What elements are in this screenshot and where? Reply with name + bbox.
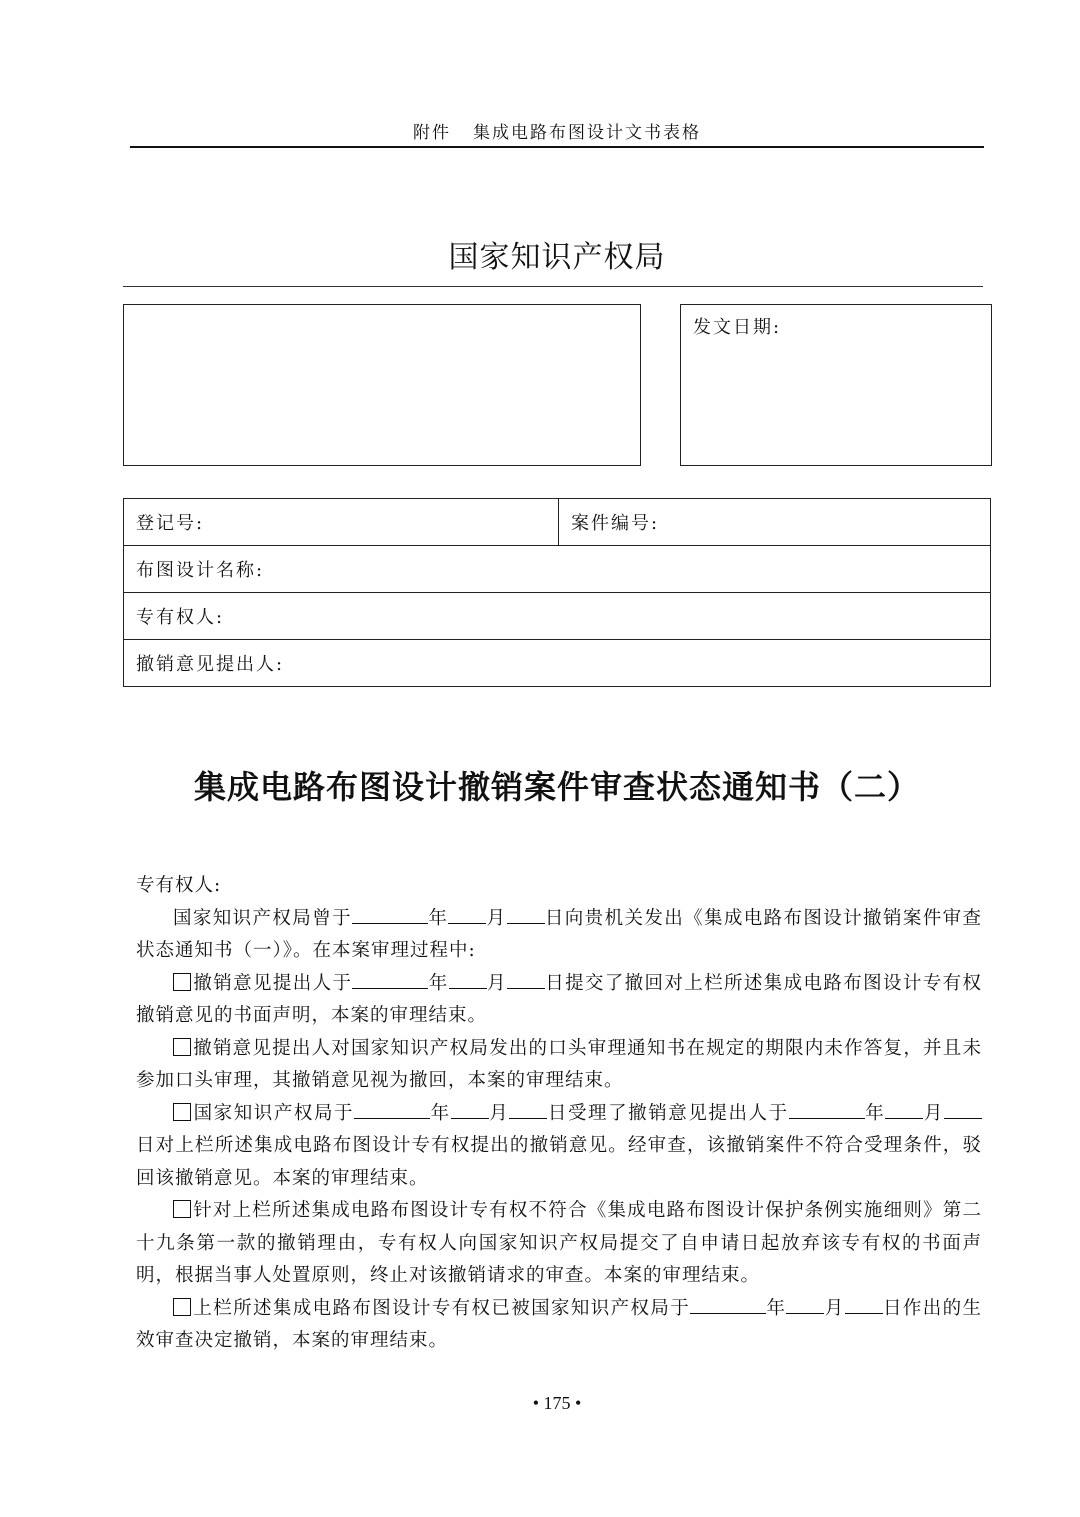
blank-field[interactable] [786, 1293, 824, 1313]
salutation: 专有权人: [136, 875, 222, 896]
blank-field[interactable] [352, 903, 428, 923]
header-rule [130, 146, 984, 148]
blank-field[interactable] [690, 1293, 766, 1313]
blank-field[interactable] [507, 968, 545, 988]
document-title: 集成电路布图设计撤销案件审查状态通知书（二） [193, 768, 920, 806]
header-prefix: 附件 [413, 123, 451, 143]
issue-date-box [680, 304, 992, 466]
blank-field[interactable] [352, 968, 428, 988]
blank-field[interactable] [944, 1098, 982, 1118]
address-box [123, 304, 641, 466]
option-withdrawal: 撤销意见提出人于 年 月 日提交了撤回对上栏所述集成电路布图设计专有权撤销意见的书面声明，本案的审理结束。 [136, 968, 982, 1033]
option-waiver: 针对上栏所述集成电路布图设计专有权不符合《集成电路布图设计保护条例实施细则》第二十九条第一款的撤销理由，专有权人向国家知识产权局提交了自申请日起放弃该专有权的书面声明，根据当事人处置原则，终止对该撤销请求的审查。本案的审理结束。 [136, 1200, 982, 1286]
blank-field[interactable] [845, 1293, 883, 1313]
blank-field[interactable] [354, 1098, 430, 1118]
header-title: 集成电路布图设计文书表格 [473, 123, 701, 143]
office-title: 国家知识产权局 [448, 240, 666, 275]
intro-paragraph: 国家知识产权局曾于 年 月 日向贵机关发出《集成电路布图设计撤销案件审查状态通知书（一）》。在本案审理过程中: [136, 903, 982, 968]
running-header [130, 118, 984, 143]
blank-field[interactable] [451, 1098, 489, 1118]
blank-field[interactable] [449, 968, 487, 988]
issue-date-label: 发文日期: [693, 317, 782, 338]
blank-field[interactable] [789, 1098, 865, 1118]
option-checkbox[interactable] [173, 1200, 191, 1218]
blank-field[interactable] [885, 1098, 923, 1118]
option-no-response: 撤销意见提出人对国家知识产权局发出的口头审理通知书在规定的期限内未作答复，并且未参加口头审理，其撤销意见视为撤回，本案的审理结束。 [136, 1037, 982, 1091]
title-rule [123, 286, 983, 287]
option-revoked: 上栏所述集成电路布图设计专有权已被国家知识产权局于 年 月 日作出的生效审查决定撤销，本案的审理结束。 [136, 1293, 982, 1358]
right-holder-cell: 专有权人: [124, 593, 991, 640]
notice-body [136, 870, 982, 1358]
option-checkbox[interactable] [173, 1298, 191, 1316]
blank-field[interactable] [509, 1098, 547, 1118]
option-checkbox[interactable] [173, 1103, 191, 1121]
option-rejected: 国家知识产权局于 年 月 日受理了撤销意见提出人于 年 月日对上栏所述集成电路布图设计专有权提出的撤销意见。经审查，该撤销案件不符合受理条件，驳回该撤销意见。本案的审理结束。 [136, 1098, 982, 1196]
blank-field[interactable] [448, 903, 486, 923]
registration-no-cell: 登记号: [124, 499, 559, 546]
option-checkbox[interactable] [173, 1038, 191, 1056]
page-number: • 175 • [532, 1393, 582, 1413]
blank-field[interactable] [507, 903, 545, 923]
case-info-table [123, 498, 991, 687]
requester-cell: 撤销意见提出人: [124, 640, 991, 687]
option-checkbox[interactable] [173, 973, 191, 991]
design-name-cell: 布图设计名称: [124, 546, 991, 593]
case-no-cell: 案件编号: [559, 499, 991, 546]
